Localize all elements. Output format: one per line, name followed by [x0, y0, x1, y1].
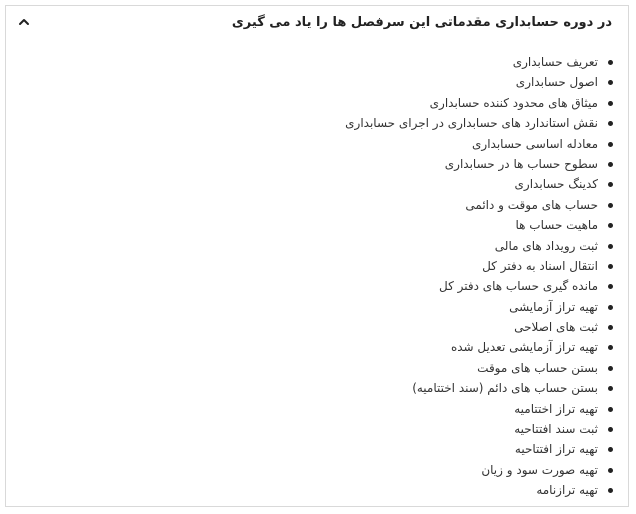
list-item	[26, 276, 614, 296]
list-item-label: نقش استاندارد های حسابداری در اجرای حسابداری	[345, 116, 598, 131]
list-item	[26, 337, 614, 357]
bullet-icon	[608, 488, 613, 493]
list-item-label: کدینگ حسابداری	[514, 177, 598, 192]
list-item-label: میثاق های محدود کننده حسابداری	[429, 95, 598, 110]
list-item	[26, 52, 614, 72]
list-item-label: تعریف حسابداری	[512, 55, 598, 69]
bullet-icon	[608, 264, 613, 269]
list-item-label: ثبت رویداد های مالی	[494, 238, 598, 253]
list-item	[26, 174, 614, 194]
list-item	[26, 460, 614, 480]
list-item	[26, 215, 614, 235]
bullet-icon	[608, 121, 613, 126]
accordion-title: در دوره حسابداری مقدماتی این سرفصل ها را یاد می گیری	[231, 14, 612, 30]
bullet-icon	[608, 386, 613, 391]
bullet-icon	[608, 101, 613, 106]
list-item	[26, 358, 614, 378]
list-item-label: تهیه تراز اختتامیه	[514, 401, 598, 416]
list-item-label: مانده گیری حساب های دفتر کل	[438, 279, 598, 294]
bullet-icon	[608, 60, 613, 65]
list-item	[26, 297, 614, 317]
list-item-label: تهیه تراز افتتاحیه	[514, 442, 598, 457]
bullet-icon	[608, 305, 613, 310]
list-item-label: تهیه تراز آزمایشی تعدیل شده	[450, 340, 598, 355]
bullet-icon	[608, 325, 613, 330]
syllabus-accordion	[5, 5, 629, 507]
list-item-label: ثبت های اصلاحی	[514, 320, 598, 335]
bullet-icon	[608, 244, 613, 249]
list-item	[26, 317, 614, 337]
list-item-label: معادله اساسی حسابداری	[472, 136, 598, 151]
bullet-icon	[608, 284, 613, 289]
bullet-icon	[608, 366, 613, 371]
bullet-icon	[608, 80, 613, 85]
list-item	[26, 439, 614, 459]
list-item	[26, 72, 614, 92]
bullet-icon	[608, 142, 613, 147]
bullet-icon	[608, 223, 613, 228]
list-item-label: تهیه تراز آزمایشی	[509, 299, 598, 314]
bullet-icon	[608, 182, 613, 187]
list-item-label: ثبت سند افتتاحیه	[514, 422, 598, 437]
list-item	[26, 256, 614, 276]
bullet-icon	[608, 447, 613, 452]
list-item-label: ماهیت حساب ها	[515, 218, 598, 233]
bullet-icon	[608, 345, 613, 350]
list-item	[26, 419, 614, 439]
list-item-label: بستن حساب های دائم (سند اختتامیه)	[412, 381, 598, 396]
list-item	[26, 154, 614, 174]
list-item	[26, 399, 614, 419]
chevron-up-icon[interactable]	[16, 14, 32, 30]
bullet-icon	[608, 162, 613, 167]
list-item	[26, 113, 614, 133]
list-item	[26, 93, 614, 113]
bullet-icon	[608, 203, 613, 208]
bullet-icon	[608, 427, 613, 432]
list-item-label: اصول حسابداری	[515, 75, 598, 90]
bullet-icon	[608, 468, 613, 473]
list-item-label: حساب های موقت و دائمی	[465, 197, 598, 212]
list-item	[26, 378, 614, 398]
list-item-label: بستن حساب های موقت	[477, 360, 598, 375]
bullet-icon	[608, 407, 613, 412]
accordion-header[interactable]	[6, 6, 628, 38]
list-item-label: سطوح حساب ها در حسابداری	[444, 156, 598, 171]
list-item-label: تهیه صورت سود و زیان	[481, 462, 598, 477]
list-item	[26, 134, 614, 154]
list-item-label: تهیه ترازنامه	[536, 483, 598, 498]
list-item	[26, 480, 614, 500]
list-item	[26, 195, 614, 215]
topic-list	[26, 52, 614, 501]
list-item	[26, 236, 614, 256]
list-item-label: انتقال اسناد به دفتر کل	[482, 258, 598, 273]
